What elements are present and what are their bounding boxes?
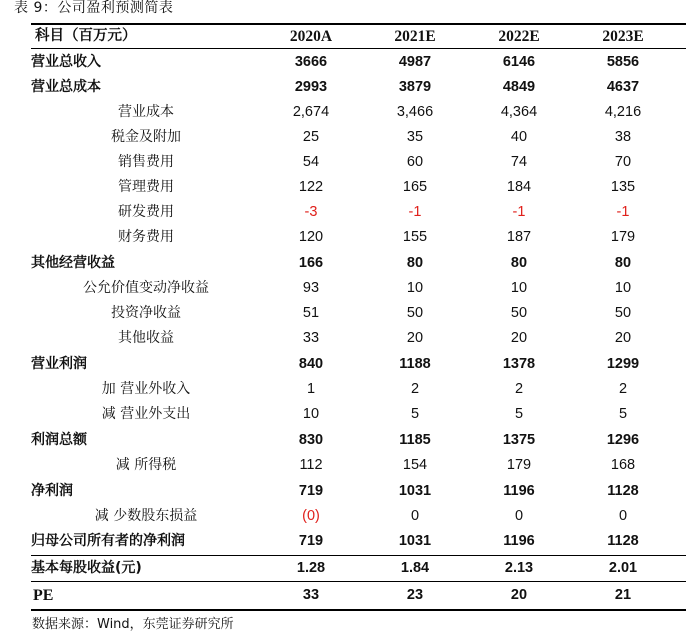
row-label: 其他收益	[118, 330, 174, 346]
table-row	[31, 479, 686, 504]
row-value: 1299	[606, 356, 640, 372]
row-value: 2.01	[608, 560, 638, 576]
row-value: 1188	[399, 356, 431, 372]
row-label: 财务费用	[118, 229, 174, 245]
row-value: 60	[406, 154, 424, 170]
row-value: 4849	[502, 79, 536, 95]
row-label: 利润总额	[31, 432, 87, 448]
row-value: 70	[614, 154, 632, 170]
header-year: 2020A	[289, 28, 333, 45]
row-value: 4987	[398, 54, 432, 70]
row-value: 120	[298, 229, 324, 245]
row-value: 154	[402, 457, 428, 473]
row-value: 840	[298, 356, 324, 372]
row-label: 销售费用	[118, 154, 174, 170]
row-value: 166	[298, 255, 324, 271]
row-value: 10	[406, 280, 424, 296]
table-row	[31, 402, 686, 427]
table-header-row	[31, 24, 686, 49]
row-value: 179	[506, 457, 532, 473]
row-label: 减 少数股东损益	[94, 508, 198, 524]
table-row	[31, 276, 686, 301]
row-label: 营业总收入	[31, 54, 101, 70]
row-label: 加 营业外收入	[101, 381, 191, 397]
row-value: 2	[618, 381, 628, 397]
row-value: 50	[614, 305, 632, 321]
table-row	[31, 428, 686, 453]
row-value: 3879	[398, 79, 432, 95]
header-year: 2021E	[394, 28, 436, 45]
row-value: 719	[298, 533, 324, 549]
table-row	[31, 225, 686, 250]
row-value: 168	[610, 457, 636, 473]
row-label: 公允价值变动净收益	[83, 280, 209, 296]
row-value: 187	[506, 229, 532, 245]
row-value: 2.13	[504, 560, 534, 576]
row-value: 3666	[294, 54, 328, 70]
row-value: 20	[406, 330, 424, 346]
header-year: 2022E	[498, 28, 540, 45]
negative-value: -1	[408, 204, 422, 220]
row-value: 40	[510, 129, 528, 145]
row-value: 33	[302, 587, 320, 603]
row-value: 179	[610, 229, 636, 245]
row-label: 归母公司所有者的净利润	[31, 533, 185, 549]
row-value: 33	[302, 330, 320, 346]
table-row	[31, 175, 686, 200]
row-value: 5	[514, 406, 524, 422]
table-row	[31, 75, 686, 100]
negative-value: -1	[512, 204, 526, 220]
row-label: 营业总成本	[31, 79, 101, 95]
row-label: 营业成本	[118, 104, 174, 120]
table-row	[31, 100, 686, 125]
bottom-rule	[31, 609, 686, 611]
row-value: 1375	[502, 432, 536, 448]
row-value: 5	[410, 406, 420, 422]
row-value: 135	[610, 179, 636, 195]
row-value: 1031	[398, 483, 432, 499]
row-value: 54	[302, 154, 320, 170]
row-value: 1128	[607, 533, 639, 549]
row-value: 1196	[503, 533, 535, 549]
row-value: 165	[402, 179, 428, 195]
header-year: 2023E	[602, 28, 644, 45]
negative-value: -3	[304, 204, 318, 220]
row-value: 35	[406, 129, 424, 145]
row-label: 研发费用	[118, 204, 174, 220]
row-value: 10	[614, 280, 632, 296]
header-label: 科目（百万元）	[35, 28, 137, 44]
row-value: 80	[510, 255, 528, 271]
row-value: 80	[614, 255, 632, 271]
table-row	[31, 326, 686, 351]
row-value: 1196	[503, 483, 535, 499]
row-value: 0	[514, 508, 524, 524]
row-value: 25	[302, 129, 320, 145]
row-value: 2	[514, 381, 524, 397]
pe-rule-top	[31, 581, 686, 582]
row-value: 5	[618, 406, 628, 422]
row-value: 93	[302, 280, 320, 296]
row-value: 21	[614, 587, 632, 603]
table-row	[31, 556, 686, 581]
row-value: 112	[299, 457, 323, 473]
row-label: 净利润	[31, 483, 73, 499]
row-value: 10	[510, 280, 528, 296]
negative-value: (0)	[302, 508, 320, 524]
row-value: 0	[410, 508, 420, 524]
row-value: 2,674	[292, 104, 330, 120]
row-value: 2	[410, 381, 420, 397]
table-row	[31, 50, 686, 75]
table-row	[31, 529, 686, 554]
table-row	[31, 453, 686, 478]
row-value: 50	[510, 305, 528, 321]
row-value: 20	[510, 587, 528, 603]
row-value: 184	[506, 179, 532, 195]
table-row	[31, 504, 686, 529]
row-value: 80	[406, 255, 424, 271]
row-value: 4,364	[500, 104, 538, 120]
row-value: 20	[510, 330, 528, 346]
row-value: 50	[406, 305, 424, 321]
row-value: 830	[298, 432, 324, 448]
row-value: 122	[298, 179, 324, 195]
row-value: 5856	[606, 54, 640, 70]
row-value: 1378	[502, 356, 536, 372]
row-value: 51	[302, 305, 320, 321]
row-label: 减 营业外支出	[101, 406, 191, 422]
table-row	[31, 583, 686, 608]
row-value: 155	[402, 229, 428, 245]
negative-value: -1	[616, 204, 630, 220]
row-value: 1.28	[296, 560, 326, 576]
row-label: 其他经营收益	[31, 255, 115, 271]
row-value: 1	[306, 381, 316, 397]
table-row	[31, 377, 686, 402]
row-value: 1296	[606, 432, 640, 448]
row-value: 74	[510, 154, 528, 170]
row-value: 20	[614, 330, 632, 346]
table-caption: 表 9：公司盈利预测简表	[14, 0, 174, 16]
row-label: 减 所得税	[115, 457, 177, 473]
row-label: 基本每股收益(元)	[31, 560, 142, 576]
table-row	[31, 200, 686, 225]
row-value: 1185	[399, 432, 431, 448]
row-value: 4,216	[604, 104, 642, 120]
row-label: 投资净收益	[111, 305, 181, 321]
row-value: 1031	[398, 533, 432, 549]
table-row	[31, 352, 686, 377]
row-value: 23	[406, 587, 424, 603]
row-value: 0	[618, 508, 628, 524]
row-value: 2993	[294, 79, 328, 95]
row-value: 38	[614, 129, 632, 145]
row-label: 税金及附加	[111, 129, 181, 145]
row-value: 6146	[502, 54, 536, 70]
table-row	[31, 125, 686, 150]
row-value: 4637	[606, 79, 640, 95]
row-label: 营业利润	[31, 356, 87, 372]
table-row	[31, 150, 686, 175]
row-label: 管理费用	[118, 179, 174, 195]
row-label: PE	[33, 587, 54, 604]
data-source-note: 数据来源：Wind，东莞证券研究所	[32, 617, 234, 632]
table-row	[31, 301, 686, 326]
table-row	[31, 251, 686, 276]
row-value: 719	[298, 483, 324, 499]
row-value: 1.84	[400, 560, 430, 576]
row-value: 1128	[607, 483, 639, 499]
row-value: 3,466	[396, 104, 434, 120]
row-value: 10	[302, 406, 320, 422]
